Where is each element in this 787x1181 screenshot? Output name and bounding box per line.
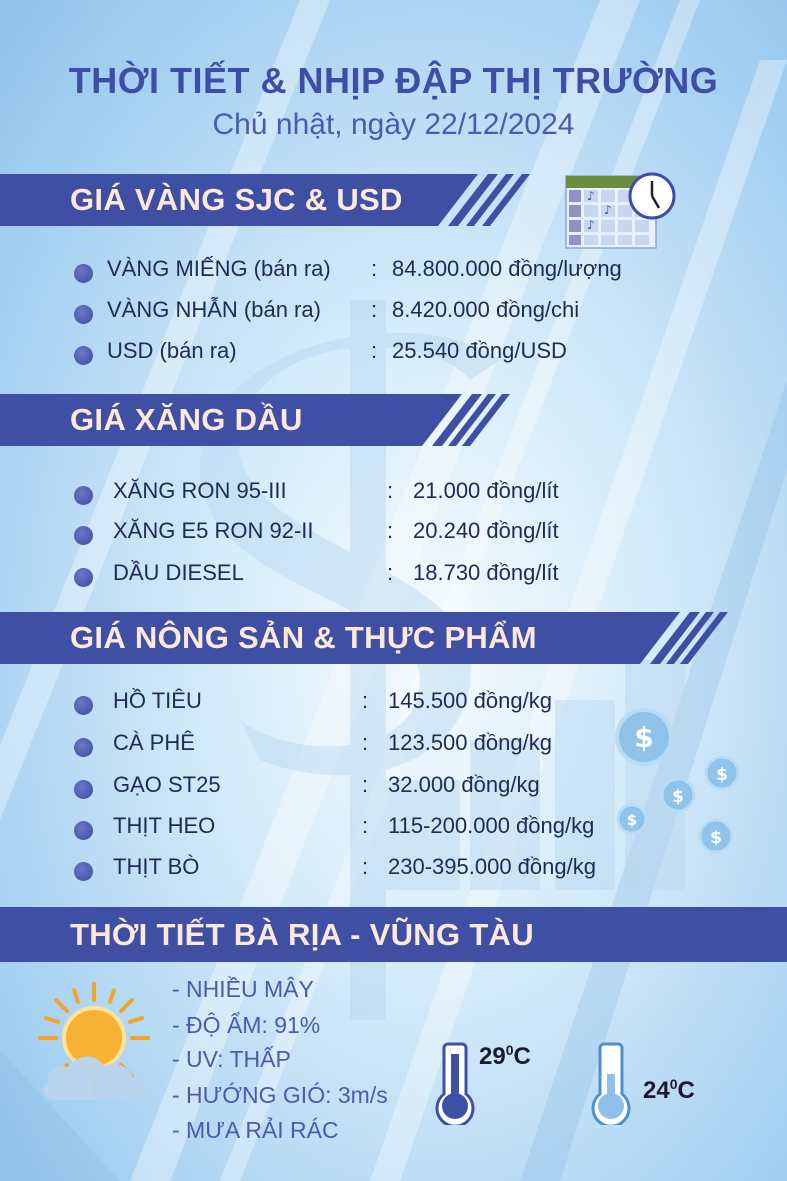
item-name: GẠO ST25 xyxy=(113,772,221,797)
item-value: 21.000 đồng/lít xyxy=(413,478,559,503)
item-value: 145.500 đồng/kg xyxy=(388,688,552,713)
bullet-icon xyxy=(74,486,93,505)
item-value: 84.800.000 đồng/lượng xyxy=(392,256,622,281)
item-name: XĂNG E5 RON 92-II xyxy=(113,518,314,543)
weather-line: - HƯỚNG GIÓ: 3m/s xyxy=(172,1082,388,1108)
list-item xyxy=(0,476,787,506)
bullet-icon xyxy=(74,568,93,587)
list-item xyxy=(0,295,787,325)
temp-low: $24^0C$ xyxy=(643,1076,695,1104)
page-date: Chủ nhật, ngày 22/12/2024 xyxy=(212,108,575,141)
list-item xyxy=(0,254,787,284)
weather-line: - ĐỘ ẨM: 91% xyxy=(172,1012,321,1038)
svg-text:♪: ♪ xyxy=(587,189,595,203)
page-title: THỜI TIẾT & NHỊP ĐẬP THỊ TRƯỜNG xyxy=(68,60,719,101)
item-colon: : xyxy=(371,297,378,322)
item-value: 20.240 đồng/lít xyxy=(413,518,559,543)
item-name: DẦU DIESEL xyxy=(113,560,244,585)
section-banner-agri xyxy=(0,612,740,664)
bullet-icon xyxy=(74,738,93,757)
section-banner-fuel xyxy=(0,394,520,446)
item-name: THỊT BÒ xyxy=(113,854,200,879)
bullet-icon xyxy=(74,264,93,283)
section-title-agri: GIÁ NÔNG SẢN & THỰC PHẨM xyxy=(70,620,537,655)
temp-high: $29^0C$ xyxy=(479,1042,531,1070)
item-colon: : xyxy=(387,560,394,585)
bullet-icon xyxy=(74,821,93,840)
item-value: 18.730 đồng/lít xyxy=(413,560,559,585)
item-name: VÀNG MIẾNG (bán ra) xyxy=(107,256,331,281)
svg-text:♪: ♪ xyxy=(604,203,612,217)
section-title-fuel: GIÁ XĂNG DẦU xyxy=(70,402,303,437)
item-name: XĂNG RON 95-III xyxy=(113,478,287,503)
item-colon: : xyxy=(362,688,369,713)
bullet-icon xyxy=(74,696,93,715)
svg-text:$: $ xyxy=(672,787,684,807)
svg-text:♪: ♪ xyxy=(587,218,595,232)
item-value: 115-200.000 đồng/kg xyxy=(388,813,595,838)
bullet-icon xyxy=(74,526,93,545)
thermometer-icon xyxy=(591,1040,636,1125)
item-colon: : xyxy=(362,772,369,797)
weather-line: - MƯA RẢI RÁC xyxy=(172,1117,339,1143)
bullet-icon xyxy=(74,305,93,324)
item-colon: : xyxy=(371,338,378,363)
item-name: USD (bán ra) xyxy=(107,338,237,363)
list-item xyxy=(0,558,787,588)
bullet-icon xyxy=(74,780,93,799)
weather-line: - UV: THẤP xyxy=(172,1046,291,1072)
item-name: VÀNG NHẪN (bán ra) xyxy=(107,297,321,322)
item-name: HỒ TIÊU xyxy=(113,688,202,713)
list-item xyxy=(0,516,787,546)
item-colon: : xyxy=(362,730,369,755)
svg-text:$: $ xyxy=(716,765,728,785)
item-colon: : xyxy=(371,256,378,281)
svg-text:$: $ xyxy=(626,811,638,829)
item-colon: : xyxy=(362,813,369,838)
dollar-coin-icon xyxy=(612,705,742,855)
section-banner-weather xyxy=(0,907,787,962)
list-item xyxy=(0,852,787,882)
svg-text:$: $ xyxy=(710,828,722,848)
weather-line: - NHIỀU MÂY xyxy=(172,976,314,1002)
section-banner-gold xyxy=(0,174,560,226)
sun-cloud-icon xyxy=(38,982,158,1102)
bullet-icon xyxy=(74,346,93,365)
section-title-weather: THỜI TIẾT BÀ RỊA - VŨNG TÀU xyxy=(70,917,534,952)
item-colon: : xyxy=(387,518,394,543)
item-name: THỊT HEO xyxy=(113,813,216,838)
item-value: 123.500 đồng/kg xyxy=(388,730,552,755)
thermometer-icon xyxy=(435,1040,480,1125)
item-colon: : xyxy=(362,854,369,879)
item-colon: : xyxy=(387,478,394,503)
item-value: 8.420.000 đồng/chi xyxy=(392,297,580,322)
bullet-icon xyxy=(74,862,93,881)
svg-text:$: $ xyxy=(634,721,654,754)
item-name: CÀ PHÊ xyxy=(113,730,195,755)
section-title-gold: GIÁ VÀNG SJC & USD xyxy=(70,182,403,217)
item-value: 230-395.000 đồng/kg xyxy=(388,854,596,879)
item-value: 25.540 đồng/USD xyxy=(392,338,567,363)
calendar-clock-icon xyxy=(560,168,680,252)
list-item xyxy=(0,336,787,366)
item-value: 32.000 đồng/kg xyxy=(388,772,540,797)
